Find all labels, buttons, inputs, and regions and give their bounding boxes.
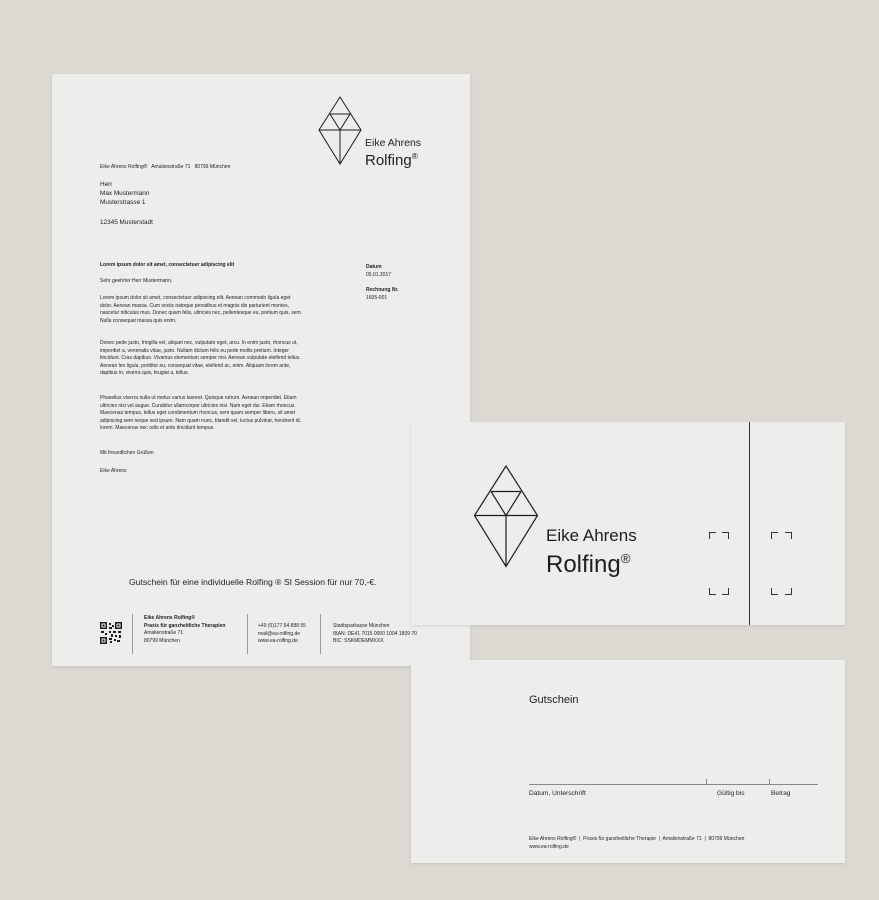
letter-subject: Lorem ipsum dolor sit amet, consectetuer adipiscing elit xyxy=(100,262,235,268)
brand-name-line1: Eike Ahrens xyxy=(365,137,422,149)
crop-mark xyxy=(771,532,778,539)
field-tick xyxy=(769,779,770,784)
footer-divider xyxy=(320,614,321,654)
footer-col-bank: Stadtsparkasse München IBAN: DE41 7015 0000 1004 1809 70 BIC: SSKMDEMMXXX xyxy=(333,623,417,645)
crop-mark xyxy=(771,588,778,595)
letter-paragraph-1: Lorem ipsum dolor sit amet, consectetuer adipiscing elit. Aenean commodo ligula eget dolor. Aenean massa. Cum sociis natoque penatibus et magnis dis parturient montes, nascetur ridiculus mus. Donec quam felis, ultricies nec, pellentesque eu, pretium quis, sem. Nulla consequat massa quis enim. xyxy=(100,295,303,324)
sender-line: Eike Ahrens Rolfing® Amalienstraße 71 80799 München xyxy=(100,164,231,170)
crop-mark xyxy=(785,588,792,595)
crop-mark xyxy=(722,588,729,595)
registered-mark: ® xyxy=(411,152,418,161)
rolfing-logo-icon xyxy=(318,96,362,166)
recipient-street: Musterstrasse 1 xyxy=(100,199,146,206)
signature-line xyxy=(529,784,818,785)
footer-col-practice: Eike Ahrens Rolfing® Praxis für ganzheitliche Therapien Amalienstraße 71 80799 München xyxy=(144,615,226,644)
brand-name-line2: Rolfing xyxy=(546,551,621,578)
brand-name-line1: Eike Ahrens xyxy=(546,526,637,545)
date-label: Datum xyxy=(366,264,382,270)
voucher-footer-website: www.ea-rolfing.de xyxy=(529,844,569,850)
crop-mark xyxy=(785,532,792,539)
voucher-back xyxy=(411,660,845,863)
letter-closing: Mit freundlichen Grüßen xyxy=(100,450,154,456)
crop-mark xyxy=(709,532,716,539)
letter-sheet xyxy=(52,74,470,666)
field-tick xyxy=(706,779,707,784)
footer-divider xyxy=(247,614,248,654)
brand-wordmark xyxy=(546,526,637,578)
invoice-value: 1605-001 xyxy=(366,294,388,301)
footer-divider xyxy=(132,614,133,654)
recipient-name: Max Mustermann xyxy=(100,190,150,197)
recipient-city: 12345 Musterstadt xyxy=(100,219,153,226)
crop-mark xyxy=(722,532,729,539)
date-value: 05.01.2017 xyxy=(366,271,392,278)
recipient-salutation: Herr xyxy=(100,181,113,188)
recipient-address xyxy=(100,180,153,227)
voucher-footer-line1: Eike Ahrens Rolfing® | Praxis für ganzheitliche Therapie | Amalienstraße 71 | 80799 München xyxy=(529,836,745,842)
letter-meta xyxy=(366,264,399,302)
registered-mark: ® xyxy=(620,551,631,566)
letter-signature: Eike Ahrens xyxy=(100,468,127,474)
brand-name-line2: Rolfing xyxy=(365,152,412,169)
letter-paragraph-2: Donec pede justo, fringilla vel, aliquet nec, vulputate eget, arcu. In enim justo, rhoncus ut, imperdiet a, venenatis vitae, justo. Nullam dictum felis eu pede mollis pretium. Integer tincidunt. Cras dapibus. Vivamus elementum semper nisi. Aenean vulputate eleifend tellus. Aenean leo ligula, porttitor eu, consequat vitae, eleifend ac, enim. Aliquam lorem ante, dapibus in, viverra quis, feugiat a, tellus. xyxy=(100,340,301,377)
brand-wordmark xyxy=(365,137,421,169)
rolfing-logo-icon xyxy=(473,464,539,570)
letter-greeting: Sehr geehrter Herr Mustermann, xyxy=(100,278,173,284)
field-signature-label: Datum, Unterschrift xyxy=(529,790,586,797)
footer-col-contact: +49 (0)177.64 888 55 mail@ea-rolfing.de www.ea-rolfing.de xyxy=(258,623,306,645)
voucher-title: Gutschein xyxy=(529,694,579,706)
field-valid-label: Gültig bis xyxy=(717,790,745,797)
voucher-front xyxy=(411,422,845,625)
crop-mark xyxy=(709,588,716,595)
qr-code-icon xyxy=(100,622,122,649)
perforation-line xyxy=(749,422,750,625)
field-amount-label: Betrag xyxy=(771,790,791,797)
invoice-label: Rechnung Nr. xyxy=(366,287,399,294)
voucher-offer-text: Gutschein für eine individuelle Rolfing ® SI Session für nur 70,-€. xyxy=(129,577,377,587)
letter-paragraph-3: Phasellus viverra nulla ut metus varius laoreet. Quisque rutrum. Aenean imperdiet. Etiam ultricies nisi vel augue. Curabitur ullamcorper ultricies nisi. Nam eget dui. Etiam rhoncus. Maecenas tempus, tellus eget condimentum rhoncus, sem quam semper libero, sit amet adipiscing sem neque sed ipsum. Nam quam nunc, blandit vel, luctus pulvinar, hendrerit id, lorem. Maecenas nec odio et ante tincidunt tempus. xyxy=(100,395,301,432)
